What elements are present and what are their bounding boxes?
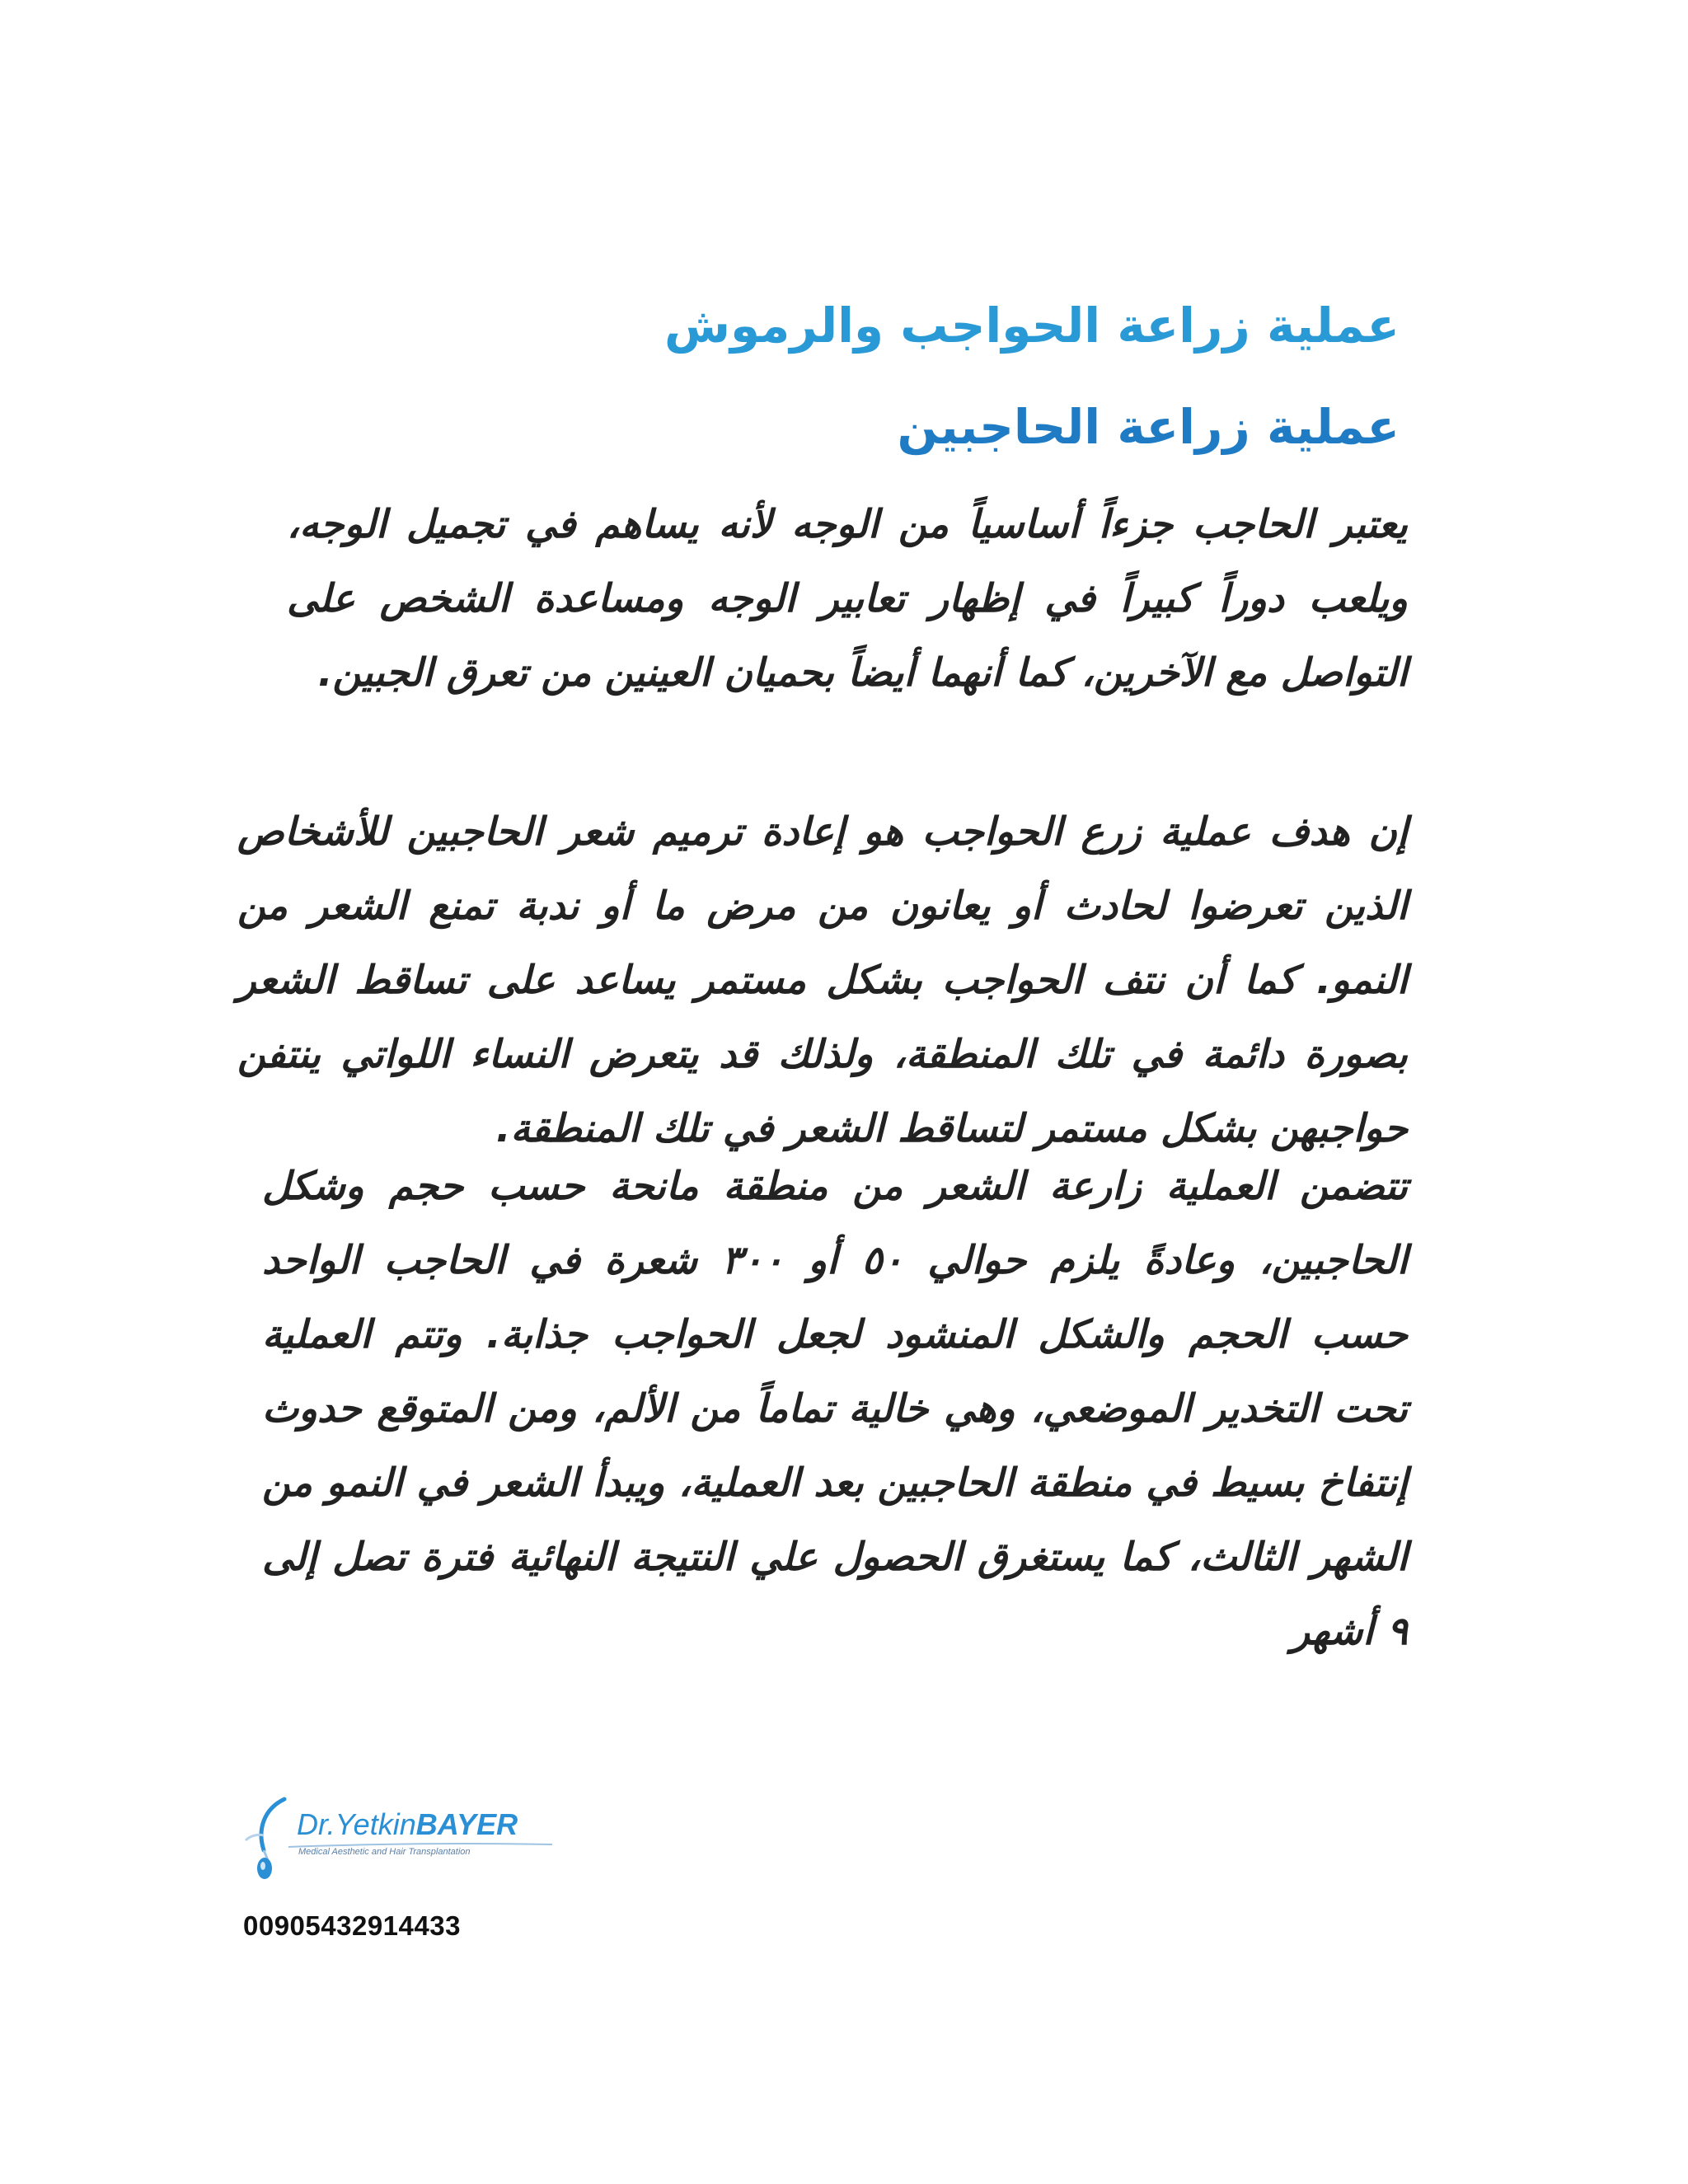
paragraph-2: إن هدف عملية زرع الحواجب هو إعادة ترميم شعر الحاجبين للأشخاص الذين تعرضوا لحادث أو يعانون من مرض ما أو ندبة تمنع الشعر من النمو. كما أن نتف الحواجب بشكل مستمر يساعد على تساقط الشعر بصورة دائمة في تلك المنطقة، ولذلك قد يتعرض النساء اللواتي ينتفن حواجبهن بشكل مستمر لتساقط الشعر في تلك المنطقة. (237, 809, 1408, 1151)
logo-tagline: Medical Aesthetic and Hair Transplantation (298, 1847, 471, 1857)
hair-follicle-icon (239, 1793, 305, 1883)
logo-underline (288, 1842, 552, 1849)
sub-title: عملية زراعة الحاجبين (897, 399, 1400, 455)
clinic-logo (239, 1793, 552, 1883)
logo-dr: Dr. (297, 1807, 335, 1841)
main-title: عملية زراعة الحواجب والرموش (663, 298, 1400, 354)
logo-wordmark (297, 1807, 518, 1842)
paragraph-3: تتضمن العملية زارعة الشعر من منطقة مانحة حسب حجم وشكل الحاجبين، وعادةً يلزم حوالي ٥٠ أو ٣٠٠ شعرة في الحاجب الواحد حسب الحجم والشكل المنشود لجعل الحواجب جذابة. وتتم العملية تحت التخدير الموضعي، وهي خالية تماماً من الألم، ومن المتوقع حدوث إنتفاخ بسيط في منطقة الحاجبين بعد العملية، ويبدأ الشعر في النمو من الشهر الثالث، كما يستغرق الحصول علي النتيجة النهائية فترة تصل إلى ٩ أشهر (262, 1164, 1409, 1654)
logo-last-name: BAYER (415, 1807, 518, 1841)
logo-first-name: Yetkin (335, 1807, 416, 1841)
phone-number: 00905432914433 (243, 1910, 461, 1941)
paragraph-1: يعتبر الحاجب جزءاً أساسياً من الوجه لأنه يساهم في تجميل الوجه، ويلعب دوراً كبيراً في إظهار تعابير الوجه ومساعدة الشخص على التواصل مع الآخرين، كما أنهما أيضاً بحميان العينين من تعرق الجبين. (287, 502, 1408, 696)
